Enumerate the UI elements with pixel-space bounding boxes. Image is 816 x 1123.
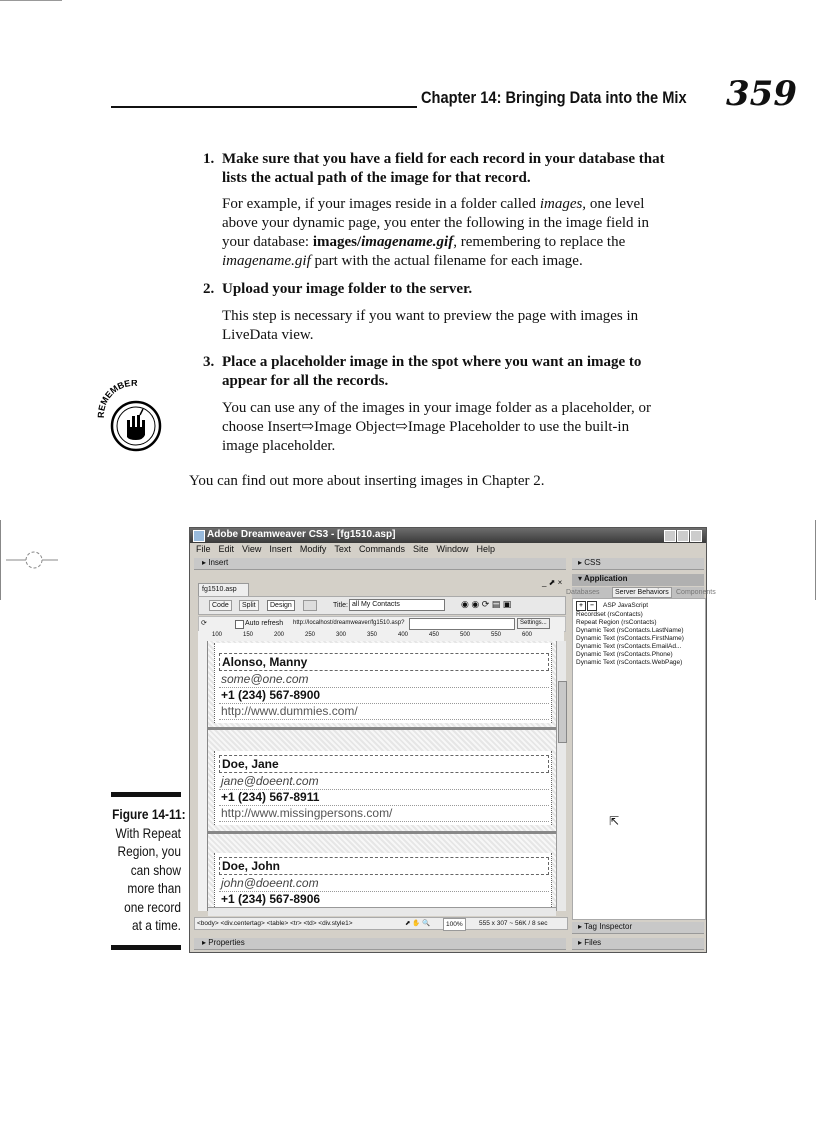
code-view-button[interactable]: Code	[209, 600, 232, 611]
status-bar: <body> <div.centertag> <table> <tr> <td> <div.style1> ⬈ ✋ 🔍 100% 555 x 307 ~ 56K / 8 sec	[194, 917, 568, 930]
menu-insert[interactable]: Insert	[269, 544, 292, 554]
tag-selector[interactable]: <body> <div.centertag> <table> <tr> <td> <div.style1>	[197, 920, 353, 927]
behavior-item[interactable]: Dynamic Text (rsContacts.Phone)	[576, 651, 673, 658]
server-behaviors-panel: + − ASP JavaScript Recordset (rsContacts) Repeat Region (rsContacts) Dynamic Text (rsContacts.LastName) Dynamic Text (rsContacts.FirstName) Dynamic Text (rsContacts.EmailAd... Dynamic Text (rsContacts.Phone) Dynamic Text (rsContacts.WebPage) ⇱	[572, 598, 706, 920]
close-button[interactable]	[690, 530, 702, 542]
zoom-select[interactable]: 100%	[443, 918, 466, 931]
menu-view[interactable]: View	[242, 544, 262, 554]
record-block	[214, 751, 552, 825]
window-title-bar: Adobe Dreamweaver CS3 - [fg1510.asp]	[190, 528, 706, 543]
record-web: http://www.dummies.com/	[219, 703, 549, 720]
live-data-icon[interactable]	[303, 600, 317, 611]
record-email: john@doeent.com	[219, 875, 549, 892]
design-canvas[interactable]	[208, 641, 556, 911]
horizontal-ruler: 100 150 200 250 300 350 400 450 500 550 600	[198, 631, 564, 642]
tab-server-behaviors[interactable]: Server Behaviors	[612, 587, 672, 598]
step-2-number: 2.	[203, 281, 215, 297]
figure-caption: Figure 14-11: With Repeat Region, you can show more than one record at a time.	[112, 806, 186, 933]
toolbar-icons[interactable]: ◉ ◉ ⟳ ▤ ▣	[461, 599, 512, 609]
refresh-icon[interactable]: ⟳	[201, 620, 207, 627]
record-phone: +1 (234) 567-8900	[219, 687, 549, 704]
step-3-number: 3.	[203, 354, 215, 370]
record-separator	[208, 831, 556, 834]
registration-mark	[4, 550, 60, 570]
horizontal-scrollbar[interactable]	[208, 907, 556, 916]
dreamweaver-window	[189, 527, 716, 953]
record-email: jane@doeent.com	[219, 773, 549, 790]
crop-mark	[0, 0, 62, 1]
step-3-title: 3. Place a placeholder image in the spot where you want an image to appear for all the records.	[203, 354, 642, 389]
document-controls[interactable]: _ ⬈ ×	[542, 578, 563, 587]
record-separator	[208, 727, 556, 730]
application-panel-header[interactable]: ▾ Application	[572, 574, 704, 586]
settings-button[interactable]: Settings...	[517, 618, 550, 629]
menu-bar	[190, 543, 706, 556]
step-3-body: You can use any of the images in your image folder as a placeholder, or choose Insert⇨Image Object⇨Image Placeholder to use the built-in image placeholder.	[222, 400, 651, 454]
vertical-ruler	[198, 641, 208, 911]
page-number: 359	[726, 74, 797, 114]
menu-modify[interactable]: Modify	[299, 544, 327, 554]
tab-databases[interactable]: Databases	[566, 589, 600, 596]
record-name: Doe, Jane	[219, 755, 549, 773]
title-input[interactable]: all My Contacts	[349, 599, 445, 611]
remove-behavior-button[interactable]: −	[587, 601, 597, 611]
header-rule	[111, 106, 417, 108]
caption-rule-bottom	[111, 945, 181, 950]
caption-rule-top	[111, 792, 181, 797]
document-tab[interactable]: fg1510.asp	[198, 583, 249, 596]
record-phone: +1 (234) 567-8906	[219, 891, 549, 908]
menu-edit[interactable]: Edit	[218, 544, 235, 554]
record-name: Alonso, Manny	[219, 653, 549, 671]
scroll-thumb[interactable]	[558, 681, 567, 743]
chapter-title: Chapter 14: Bringing Data into the Mix	[421, 88, 687, 107]
svg-text:REMEMBER: REMEMBER	[96, 380, 138, 419]
application-tabs	[566, 587, 716, 598]
tag-inspector-panel[interactable]: ▸ Tag Inspector	[572, 922, 704, 934]
maximize-button[interactable]	[677, 530, 689, 542]
behavior-item[interactable]: Recordset (rsContacts)	[576, 611, 643, 618]
menu-help[interactable]: Help	[476, 544, 495, 554]
record-email: some@one.com	[219, 671, 549, 688]
behavior-item[interactable]: Dynamic Text (rsContacts.LastName)	[576, 627, 684, 634]
insert-bar[interactable]: ▸ Insert	[194, 558, 566, 570]
step-2-title: 2. Upload your image folder to the server.	[203, 281, 473, 297]
vertical-scrollbar[interactable]	[556, 641, 566, 911]
menu-site[interactable]: Site	[412, 544, 429, 554]
minimize-button[interactable]	[664, 530, 676, 542]
add-behavior-button[interactable]: +	[576, 601, 586, 611]
tab-components[interactable]: Components	[676, 589, 716, 596]
design-view-button[interactable]: Design	[267, 600, 295, 611]
behavior-item[interactable]: Dynamic Text (rsContacts.WebPage)	[576, 659, 683, 666]
behavior-item[interactable]: Repeat Region (rsContacts)	[576, 619, 657, 626]
step-1-title: 1. Make sure that you have a field for each record in your database that lists the actual path of the image for that record.	[203, 151, 665, 186]
app-icon	[193, 530, 205, 542]
document-toolbar: Code Split Design Title: all My Contacts ◉ ◉ ⟳ ▤ ▣	[198, 596, 566, 615]
step-2-body: This step is necessary if you want to preview the page with images in LiveData view.	[222, 308, 639, 343]
live-data-bar: ⟳ Auto refresh http://localhost/dreamweaver/fg1510.asp? Settings...	[198, 616, 566, 632]
select-tool-icon[interactable]: ⬈ ✋ 🔍	[405, 920, 431, 927]
files-panel[interactable]: ▸ Files	[572, 938, 704, 950]
css-panel[interactable]: ▸ CSS	[572, 558, 704, 570]
menu-window[interactable]: Window	[436, 544, 469, 554]
menu-file[interactable]: File	[196, 544, 211, 554]
record-name: Doe, John	[219, 857, 549, 875]
menu-commands[interactable]: Commands	[358, 544, 405, 554]
mouse-cursor-icon: ⇱	[609, 814, 620, 828]
record-phone: +1 (234) 567-8911	[219, 789, 549, 806]
record-web: http://www.missingpersons.com/	[219, 805, 549, 822]
behavior-item[interactable]: Dynamic Text (rsContacts.EmailAd...	[576, 643, 682, 650]
behavior-item[interactable]: Dynamic Text (rsContacts.FirstName)	[576, 635, 684, 642]
url-input[interactable]	[409, 618, 515, 630]
step-1-number: 1.	[203, 151, 215, 167]
record-block	[214, 853, 552, 911]
auto-refresh-checkbox[interactable]	[235, 620, 244, 629]
menu-text[interactable]: Text	[334, 544, 351, 554]
remember-icon	[96, 380, 176, 460]
margin-rule-left	[0, 520, 1, 600]
properties-panel[interactable]: ▸ Properties	[194, 938, 566, 950]
step-1-body: For example, if your images reside in a folder called images, one level above your dynamic page, you enter the following in the image field in your database: images/imagename.gif, remembering to replace the imagename.gif part with the actual filename for each image.	[222, 196, 649, 269]
record-block	[214, 643, 552, 723]
closing-text: You can find out more about inserting images in Chapter 2.	[189, 473, 545, 489]
figure-label: Figure 14-11:	[112, 806, 186, 822]
split-view-button[interactable]: Split	[239, 600, 259, 611]
